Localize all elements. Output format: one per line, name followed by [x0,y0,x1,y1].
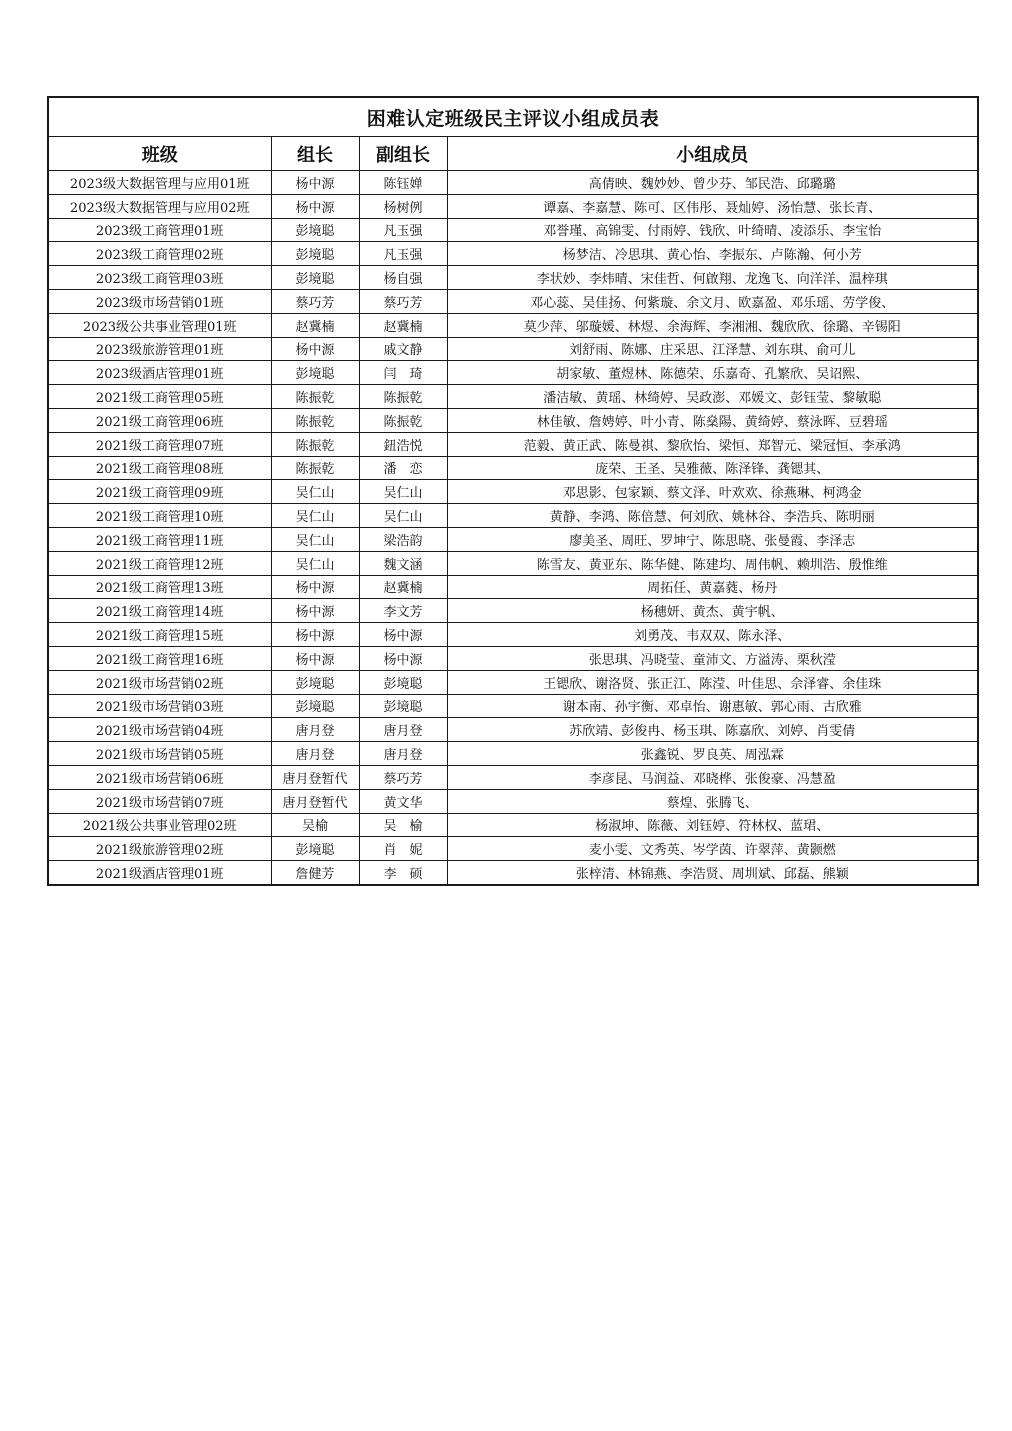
deputy-cell: 肖 妮 [359,837,447,861]
class-cell: 2023级旅游管理01班 [48,337,271,361]
class-cell: 2021级工商管理09班 [48,480,271,504]
members-cell: 杨穗妍、黄杰、黄宇帆、 [447,599,978,623]
class-cell: 2021级市场营销02班 [48,670,271,694]
members-cell: 王锶欣、谢洛贤、张正江、陈滢、叶佳思、佘泽睿、余佳珠 [447,670,978,694]
table-title: 困难认定班级民主评议小组成员表 [48,97,978,137]
deputy-cell: 吴 榆 [359,813,447,837]
leader-cell: 杨中源 [271,646,359,670]
members-cell: 林佳敏、詹娉婷、叶小青、陈燊陽、黄绮婷、蔡泳晖、豆碧瑶 [447,408,978,432]
leader-cell: 唐月登暂代 [271,765,359,789]
table-row [48,646,978,670]
members-cell: 李状妙、李炜晴、宋佳哲、何啟翔、龙逸飞、向洋洋、温梓琪 [447,266,978,290]
deputy-cell: 陈钰婵 [359,171,447,195]
leader-cell: 彭境聪 [271,266,359,290]
class-cell: 2021级市场营销03班 [48,694,271,718]
class-cell: 2021级工商管理14班 [48,599,271,623]
table-row [48,670,978,694]
members-cell: 胡家敏、董煜林、陈德荣、乐嘉奇、孔繁欣、吴诏熙、 [447,361,978,385]
table-row [48,242,978,266]
class-cell: 2021级工商管理12班 [48,551,271,575]
table-row [48,861,978,885]
class-cell: 2023级大数据管理与应用02班 [48,194,271,218]
class-cell: 2021级工商管理07班 [48,432,271,456]
members-cell: 邓心蕊、吴佳扬、何紫璇、余文月、欧嘉盈、邓乐瑶、劳学俊、 [447,289,978,313]
class-cell: 2021级市场营销06班 [48,765,271,789]
deputy-cell: 杨中源 [359,623,447,647]
deputy-cell: 凡玉强 [359,242,447,266]
deputy-cell: 杨中源 [359,646,447,670]
members-cell: 黄静、李鸿、陈倍慧、何刘欣、姚林谷、李浩兵、陈明丽 [447,504,978,528]
table-row [48,361,978,385]
leader-cell: 唐月登 [271,742,359,766]
class-cell: 2023级大数据管理与应用01班 [48,171,271,195]
deputy-cell: 闫 琦 [359,361,447,385]
members-cell: 谭嘉、李嘉慧、陈可、区伟彤、聂灿婷、汤怡慧、张长青、 [447,194,978,218]
class-cell: 2021级工商管理11班 [48,527,271,551]
members-cell: 周拓任、黄嘉蕤、杨丹 [447,575,978,599]
class-cell: 2021级市场营销04班 [48,718,271,742]
table-row [48,456,978,480]
column-header-members: 小组成员 [447,137,978,171]
header-row [48,137,978,171]
members-cell: 邓思影、包家颖、蔡文泽、叶欢欢、徐燕琳、柯鸿金 [447,480,978,504]
deputy-cell: 潘 恋 [359,456,447,480]
leader-cell: 杨中源 [271,599,359,623]
deputy-cell: 李文芳 [359,599,447,623]
deputy-cell: 吴仁山 [359,504,447,528]
members-cell: 杨淑坤、陈薇、刘钰婷、符林权、蓝珺、 [447,813,978,837]
members-cell: 谢本南、孙宇衡、邓卓怡、谢惠敏、郭心雨、古欣雅 [447,694,978,718]
class-cell: 2021级旅游管理02班 [48,837,271,861]
deputy-cell: 魏文涵 [359,551,447,575]
members-cell: 麦小雯、文秀英、岑学茵、许翠萍、黄颢燃 [447,837,978,861]
leader-cell: 陈振乾 [271,456,359,480]
table-row [48,385,978,409]
members-cell: 李彦昆、马润益、邓晓桦、张俊豪、冯慧盈 [447,765,978,789]
leader-cell: 陈振乾 [271,385,359,409]
table-row [48,289,978,313]
members-cell: 潘洁敏、黄瑶、林绮婷、吴政澎、邓媛文、彭钰莹、黎敏聪 [447,385,978,409]
class-cell: 2021级酒店管理01班 [48,861,271,885]
leader-cell: 吴榆 [271,813,359,837]
table-row [48,171,978,195]
column-header-leader: 组长 [271,137,359,171]
deputy-cell: 杨自强 [359,266,447,290]
leader-cell: 彭境聪 [271,694,359,718]
members-cell: 蔡煌、张腾飞、 [447,789,978,813]
leader-cell: 杨中源 [271,575,359,599]
leader-cell: 唐月登 [271,718,359,742]
members-cell: 范毅、黄正武、陈曼祺、黎欣怡、梁恒、郑智元、梁冠恒、李承鸿 [447,432,978,456]
table-row [48,266,978,290]
class-cell: 2021级市场营销05班 [48,742,271,766]
leader-cell: 杨中源 [271,337,359,361]
members-cell: 苏欣靖、彭俊冉、杨玉琪、陈嘉欣、刘婷、肖雯倩 [447,718,978,742]
deputy-cell: 赵冀楠 [359,313,447,337]
class-cell: 2021级市场营销07班 [48,789,271,813]
leader-cell: 杨中源 [271,194,359,218]
deputy-cell: 戚文静 [359,337,447,361]
class-cell: 2021级工商管理15班 [48,623,271,647]
leader-cell: 彭境聪 [271,218,359,242]
members-cell: 高倩映、魏妙妙、曾少芬、邹民浩、邱璐璐 [447,171,978,195]
class-cell: 2021级工商管理06班 [48,408,271,432]
table-row [48,551,978,575]
leader-cell: 陈振乾 [271,408,359,432]
leader-cell: 吴仁山 [271,551,359,575]
leader-cell: 唐月登暂代 [271,789,359,813]
table-row [48,599,978,623]
roster-sheet [47,96,977,886]
column-header-deputy: 副组长 [359,137,447,171]
table-row [48,837,978,861]
leader-cell: 吴仁山 [271,480,359,504]
class-cell: 2023级酒店管理01班 [48,361,271,385]
leader-cell: 彭境聪 [271,361,359,385]
table-row [48,527,978,551]
leader-cell: 彭境聪 [271,670,359,694]
table-row [48,742,978,766]
class-cell: 2021级公共事业管理02班 [48,813,271,837]
class-cell: 2021级工商管理10班 [48,504,271,528]
deputy-cell: 凡玉强 [359,218,447,242]
deputy-cell: 彭境聪 [359,694,447,718]
deputy-cell: 吴仁山 [359,480,447,504]
title-row [48,97,978,137]
table-row [48,718,978,742]
members-cell: 庞荣、王圣、吴雅薇、陈泽锋、龚锶其、 [447,456,978,480]
members-cell: 张梓清、林锦燕、李浩贤、周圳斌、邱磊、熊颖 [447,861,978,885]
leader-cell: 吴仁山 [271,527,359,551]
leader-cell: 吴仁山 [271,504,359,528]
table-row [48,218,978,242]
class-cell: 2023级公共事业管理01班 [48,313,271,337]
class-cell: 2023级工商管理02班 [48,242,271,266]
deputy-cell: 赵冀楠 [359,575,447,599]
leader-cell: 詹健芳 [271,861,359,885]
members-cell: 杨梦洁、冷思琪、黄心怡、李振东、卢陈瀚、何小芳 [447,242,978,266]
deputy-cell: 唐月登 [359,742,447,766]
leader-cell: 蔡巧芳 [271,289,359,313]
deputy-cell: 黄文华 [359,789,447,813]
class-cell: 2021级工商管理08班 [48,456,271,480]
column-header-class: 班级 [48,137,271,171]
members-cell: 刘勇茂、韦双双、陈永泽、 [447,623,978,647]
table-row [48,575,978,599]
deputy-cell: 杨树例 [359,194,447,218]
leader-cell: 赵冀楠 [271,313,359,337]
leader-cell: 杨中源 [271,171,359,195]
deputy-cell: 陈振乾 [359,408,447,432]
table-row [48,813,978,837]
class-cell: 2021级工商管理05班 [48,385,271,409]
table-row [48,694,978,718]
table-row [48,623,978,647]
class-cell: 2023级市场营销01班 [48,289,271,313]
table-row [48,408,978,432]
table-row [48,337,978,361]
deputy-cell: 梁浩韵 [359,527,447,551]
table-row [48,765,978,789]
table-row [48,480,978,504]
class-cell: 2021级工商管理13班 [48,575,271,599]
members-cell: 张鑫锐、罗良英、周泓霖 [447,742,978,766]
class-cell: 2023级工商管理03班 [48,266,271,290]
roster-body [48,171,978,885]
members-cell: 莫少萍、邬璇媛、林煜、余海辉、李湘湘、魏欣欣、徐璐、辛锡阳 [447,313,978,337]
leader-cell: 彭境聪 [271,242,359,266]
table-row [48,194,978,218]
table-row [48,504,978,528]
deputy-cell: 唐月登 [359,718,447,742]
members-cell: 张思琪、冯晓莹、童沛文、方溢涛、栗秋滢 [447,646,978,670]
deputy-cell: 陈振乾 [359,385,447,409]
leader-cell: 彭境聪 [271,837,359,861]
table-row [48,313,978,337]
table-row [48,789,978,813]
deputy-cell: 蔡巧芳 [359,765,447,789]
class-cell: 2021级工商管理16班 [48,646,271,670]
leader-cell: 杨中源 [271,623,359,647]
members-cell: 廖美圣、周旺、罗坤宁、陈思晓、张曼霞、李泽志 [447,527,978,551]
class-cell: 2023级工商管理01班 [48,218,271,242]
deputy-cell: 蔡巧芳 [359,289,447,313]
leader-cell: 陈振乾 [271,432,359,456]
table-row [48,432,978,456]
members-cell: 陈雪友、黄亚东、陈华健、陈建均、周伟帆、赖圳浩、殷惟维 [447,551,978,575]
deputy-cell: 李 硕 [359,861,447,885]
members-cell: 刘舒雨、陈娜、庄采思、江泽慧、刘东琪、俞可儿 [447,337,978,361]
deputy-cell: 彭境聪 [359,670,447,694]
roster-table [47,96,979,886]
members-cell: 邓誉瑾、高锦雯、付雨婷、钱欣、叶绮晴、凌添乐、李宝怡 [447,218,978,242]
deputy-cell: 鈕浩悦 [359,432,447,456]
